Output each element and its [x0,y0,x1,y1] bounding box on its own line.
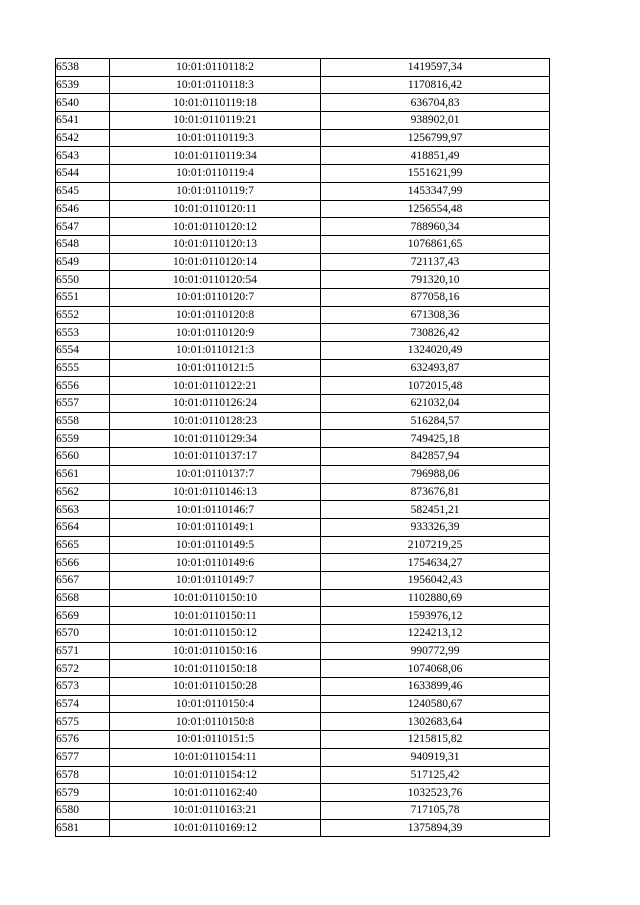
table-row [56,501,550,519]
cadastral-value-cell: 938902,01 [321,112,550,130]
cadastral-value-cell: 717105,78 [321,801,550,819]
row-number-cell: 6561 [56,465,110,483]
cadastral-value-cell: 636704,83 [321,94,550,112]
cadastral-number-cell: 10:01:0110150:28 [110,678,321,696]
cadastral-value-cell: 721137,43 [321,253,550,271]
table-row [56,94,550,112]
cadastral-number-cell: 10:01:0110120:14 [110,253,321,271]
cadastral-value-cell: 1072015,48 [321,377,550,395]
table-row [56,306,550,324]
row-number-cell: 6571 [56,642,110,660]
cadastral-value-cell: 582451,21 [321,501,550,519]
row-number-cell: 6554 [56,342,110,360]
table-row [56,801,550,819]
row-number-cell: 6576 [56,731,110,749]
cadastral-value-cell: 749425,18 [321,430,550,448]
table-row [56,377,550,395]
cadastral-value-cell: 990772,99 [321,642,550,660]
table-row [56,235,550,253]
cadastral-number-cell: 10:01:0110146:7 [110,501,321,519]
cadastral-value-cell: 1419597,34 [321,59,550,77]
row-number-cell: 6563 [56,501,110,519]
cadastral-number-cell: 10:01:0110120:9 [110,324,321,342]
registry-table [55,58,550,837]
cadastral-value-cell: 1240580,67 [321,695,550,713]
row-number-cell: 6558 [56,412,110,430]
cadastral-value-cell: 516284,57 [321,412,550,430]
cadastral-value-cell: 1956042,43 [321,571,550,589]
table-row [56,271,550,289]
cadastral-value-cell: 1551621,99 [321,165,550,183]
cadastral-value-cell: 1256799,97 [321,129,550,147]
row-number-cell: 6578 [56,766,110,784]
row-number-cell: 6551 [56,288,110,306]
row-number-cell: 6565 [56,536,110,554]
cadastral-number-cell: 10:01:0110150:16 [110,642,321,660]
table-row [56,607,550,625]
cadastral-value-cell: 873676,81 [321,483,550,501]
cadastral-number-cell: 10:01:0110120:8 [110,306,321,324]
cadastral-number-cell: 10:01:0110121:3 [110,342,321,360]
row-number-cell: 6549 [56,253,110,271]
cadastral-number-cell: 10:01:0110150:18 [110,660,321,678]
cadastral-number-cell: 10:01:0110154:12 [110,766,321,784]
table-row [56,483,550,501]
cadastral-number-cell: 10:01:0110118:2 [110,59,321,77]
cadastral-value-cell: 621032,04 [321,395,550,413]
cadastral-value-cell: 791320,10 [321,271,550,289]
table-row [56,536,550,554]
cadastral-number-cell: 10:01:0110120:7 [110,288,321,306]
table-row [56,819,550,837]
row-number-cell: 6580 [56,801,110,819]
row-number-cell: 6541 [56,112,110,130]
table-row [56,465,550,483]
cadastral-value-cell: 842857,94 [321,448,550,466]
cadastral-value-cell: 1224213,12 [321,625,550,643]
table-row [56,147,550,165]
table-row [56,678,550,696]
table-row [56,748,550,766]
cadastral-number-cell: 10:01:0110119:18 [110,94,321,112]
row-number-cell: 6544 [56,165,110,183]
cadastral-number-cell: 10:01:0110163:21 [110,801,321,819]
table-row [56,288,550,306]
cadastral-number-cell: 10:01:0110150:11 [110,607,321,625]
cadastral-value-cell: 788960,34 [321,218,550,236]
table-row [56,218,550,236]
row-number-cell: 6553 [56,324,110,342]
cadastral-number-cell: 10:01:0110121:5 [110,359,321,377]
cadastral-number-cell: 10:01:0110126:24 [110,395,321,413]
cadastral-value-cell: 1324020,49 [321,342,550,360]
cadastral-value-cell: 632493,87 [321,359,550,377]
table-row [56,76,550,94]
cadastral-number-cell: 10:01:0110169:12 [110,819,321,837]
row-number-cell: 6550 [56,271,110,289]
cadastral-value-cell: 1076861,65 [321,235,550,253]
cadastral-number-cell: 10:01:0110120:12 [110,218,321,236]
table-row [56,571,550,589]
cadastral-value-cell: 1074068,06 [321,660,550,678]
table-row [56,695,550,713]
row-number-cell: 6555 [56,359,110,377]
cadastral-number-cell: 10:01:0110119:34 [110,147,321,165]
row-number-cell: 6548 [56,235,110,253]
cadastral-number-cell: 10:01:0110149:5 [110,536,321,554]
cadastral-value-cell: 1375894,39 [321,819,550,837]
table-row [56,412,550,430]
row-number-cell: 6572 [56,660,110,678]
cadastral-value-cell: 671308,36 [321,306,550,324]
cadastral-number-cell: 10:01:0110150:8 [110,713,321,731]
table-row [56,554,550,572]
cadastral-value-cell: 2107219,25 [321,536,550,554]
row-number-cell: 6539 [56,76,110,94]
table-row [56,731,550,749]
cadastral-value-cell: 1102880,69 [321,589,550,607]
cadastral-value-cell: 418851,49 [321,147,550,165]
cadastral-number-cell: 10:01:0110119:4 [110,165,321,183]
row-number-cell: 6575 [56,713,110,731]
table-row [56,784,550,802]
cadastral-number-cell: 10:01:0110149:6 [110,554,321,572]
row-number-cell: 6538 [56,59,110,77]
row-number-cell: 6542 [56,129,110,147]
cadastral-number-cell: 10:01:0110122:21 [110,377,321,395]
table-row [56,324,550,342]
table-row [56,766,550,784]
row-number-cell: 6552 [56,306,110,324]
cadastral-value-cell: 1593976,12 [321,607,550,625]
cadastral-number-cell: 10:01:0110128:23 [110,412,321,430]
table-row [56,660,550,678]
table-row [56,395,550,413]
table-row [56,112,550,130]
cadastral-number-cell: 10:01:0110137:7 [110,465,321,483]
row-number-cell: 6567 [56,571,110,589]
table-row [56,182,550,200]
row-number-cell: 6562 [56,483,110,501]
cadastral-number-cell: 10:01:0110149:7 [110,571,321,589]
cadastral-number-cell: 10:01:0110129:34 [110,430,321,448]
row-number-cell: 6564 [56,518,110,536]
cadastral-number-cell: 10:01:0110120:11 [110,200,321,218]
cadastral-number-cell: 10:01:0110150:10 [110,589,321,607]
table-row [56,430,550,448]
cadastral-value-cell: 1215815,82 [321,731,550,749]
cadastral-number-cell: 10:01:0110150:12 [110,625,321,643]
table-row [56,642,550,660]
table-row [56,713,550,731]
registry-table-body [56,59,550,837]
cadastral-value-cell: 730826,42 [321,324,550,342]
row-number-cell: 6556 [56,377,110,395]
cadastral-value-cell: 1754634,27 [321,554,550,572]
row-number-cell: 6581 [56,819,110,837]
row-number-cell: 6573 [56,678,110,696]
row-number-cell: 6543 [56,147,110,165]
cadastral-number-cell: 10:01:0110119:7 [110,182,321,200]
cadastral-value-cell: 796988,06 [321,465,550,483]
table-row [56,200,550,218]
cadastral-number-cell: 10:01:0110118:3 [110,76,321,94]
row-number-cell: 6559 [56,430,110,448]
row-number-cell: 6568 [56,589,110,607]
cadastral-value-cell: 1633899,46 [321,678,550,696]
cadastral-value-cell: 1170816,42 [321,76,550,94]
cadastral-value-cell: 1032523,76 [321,784,550,802]
cadastral-value-cell: 1453347,99 [321,182,550,200]
row-number-cell: 6560 [56,448,110,466]
table-row [56,448,550,466]
cadastral-value-cell: 933326,39 [321,518,550,536]
table-row [56,342,550,360]
row-number-cell: 6540 [56,94,110,112]
row-number-cell: 6569 [56,607,110,625]
cadastral-value-cell: 1302683,64 [321,713,550,731]
cadastral-number-cell: 10:01:0110119:3 [110,129,321,147]
cadastral-number-cell: 10:01:0110120:13 [110,235,321,253]
cadastral-number-cell: 10:01:0110151:5 [110,731,321,749]
cadastral-value-cell: 517125,42 [321,766,550,784]
table-row [56,165,550,183]
row-number-cell: 6570 [56,625,110,643]
cadastral-value-cell: 1256554,48 [321,200,550,218]
cadastral-number-cell: 10:01:0110137:17 [110,448,321,466]
row-number-cell: 6579 [56,784,110,802]
row-number-cell: 6545 [56,182,110,200]
cadastral-number-cell: 10:01:0110149:1 [110,518,321,536]
cadastral-number-cell: 10:01:0110154:11 [110,748,321,766]
cadastral-number-cell: 10:01:0110150:4 [110,695,321,713]
table-row [56,129,550,147]
table-row [56,59,550,77]
cadastral-value-cell: 940919,31 [321,748,550,766]
row-number-cell: 6546 [56,200,110,218]
table-row [56,518,550,536]
cadastral-number-cell: 10:01:0110146:13 [110,483,321,501]
row-number-cell: 6574 [56,695,110,713]
cadastral-number-cell: 10:01:0110162:40 [110,784,321,802]
row-number-cell: 6577 [56,748,110,766]
table-row [56,253,550,271]
cadastral-number-cell: 10:01:0110120:54 [110,271,321,289]
row-number-cell: 6566 [56,554,110,572]
cadastral-number-cell: 10:01:0110119:21 [110,112,321,130]
cadastral-value-cell: 877058,16 [321,288,550,306]
row-number-cell: 6547 [56,218,110,236]
table-row [56,589,550,607]
row-number-cell: 6557 [56,395,110,413]
table-row [56,625,550,643]
table-row [56,359,550,377]
